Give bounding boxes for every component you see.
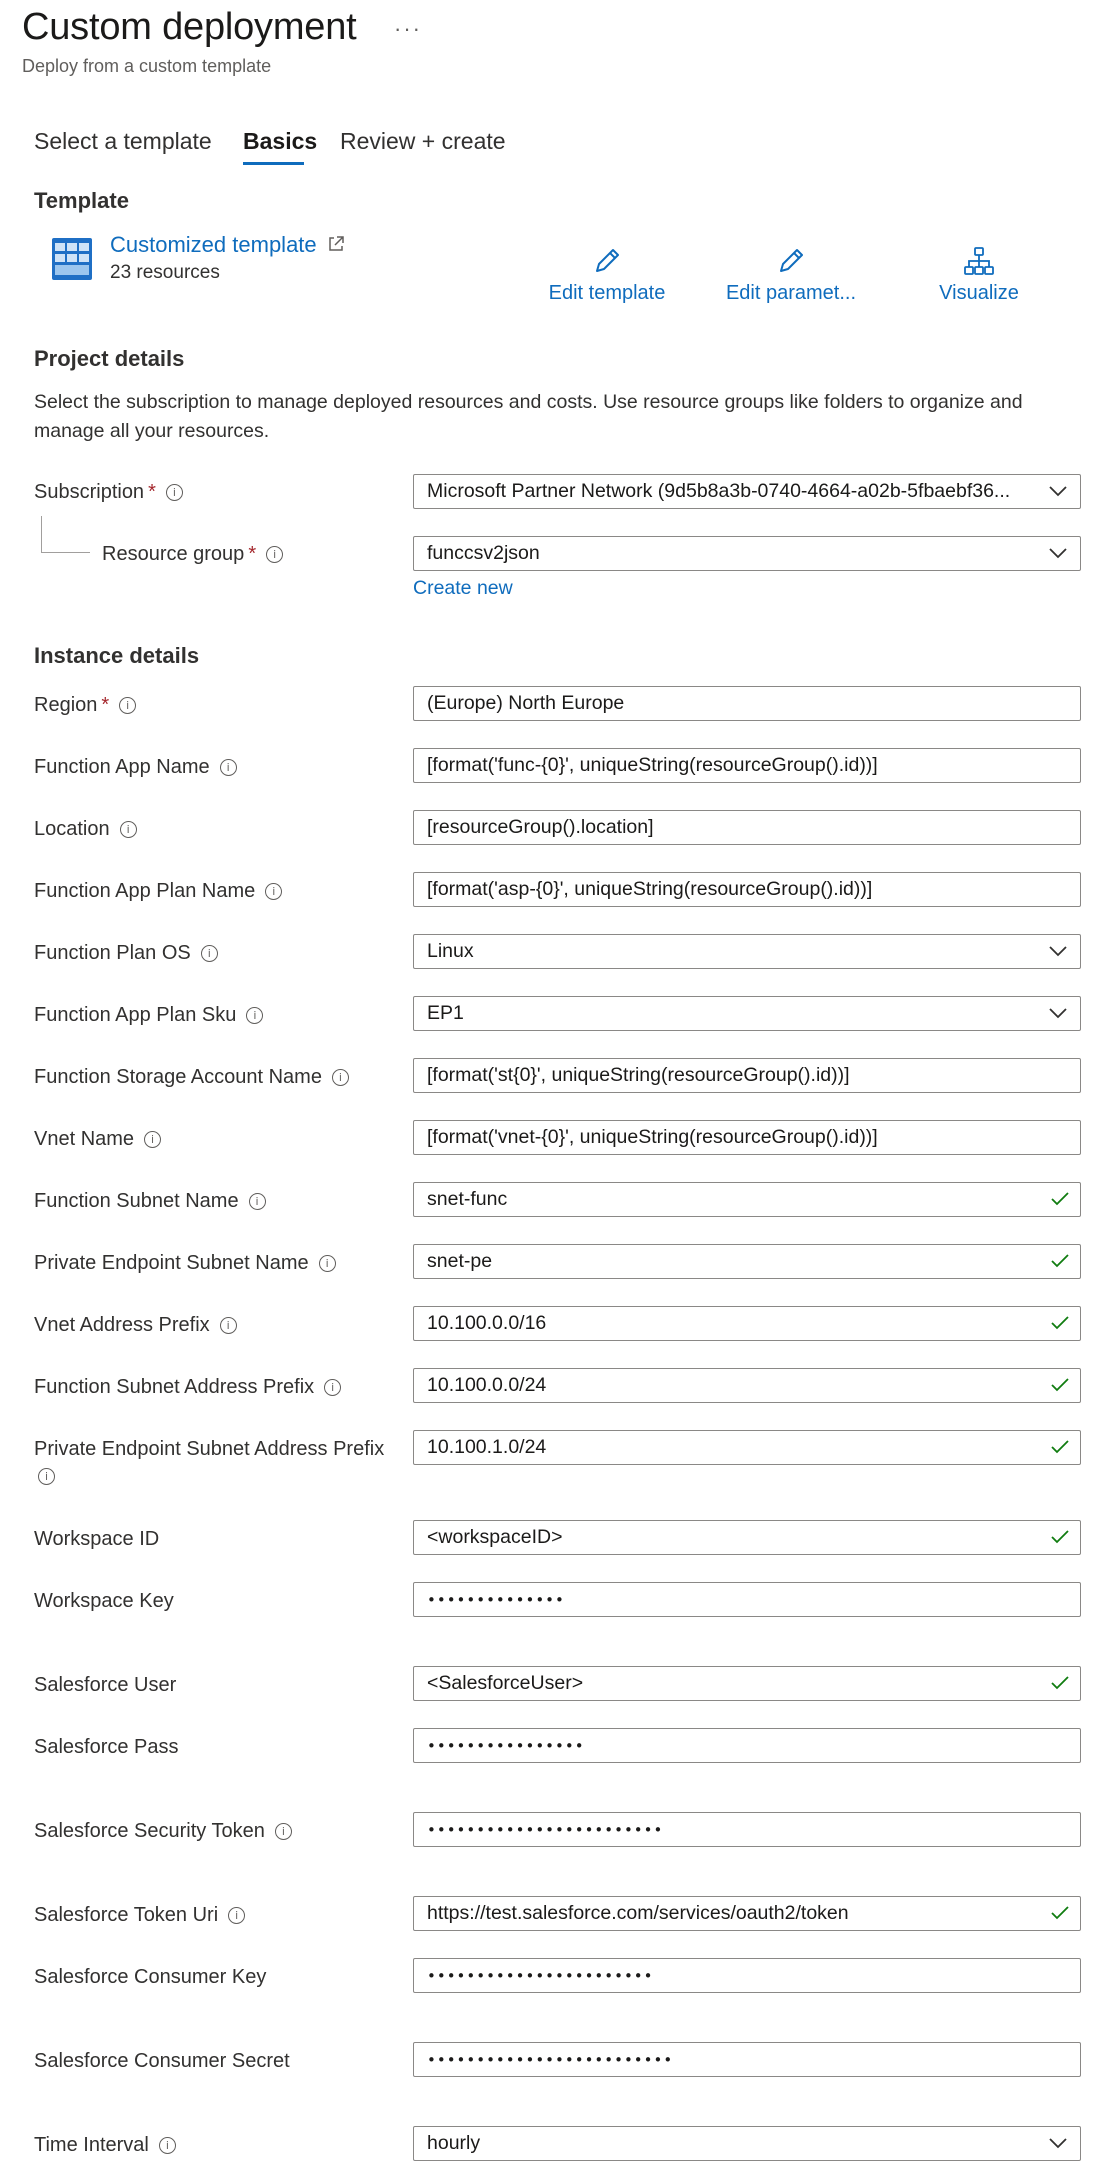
tree-connector <box>41 516 90 553</box>
time-interval-label: Time Interval i <box>34 2134 176 2157</box>
info-icon[interactable]: i <box>120 821 137 838</box>
info-icon[interactable]: i <box>38 1468 55 1485</box>
function-subnet-address-prefix-input[interactable]: 10.100.0.0/24 <box>413 1368 1081 1403</box>
workspace-key-input[interactable]: •••••••••••••• <box>413 1582 1081 1617</box>
function-app-plan-name-input[interactable]: [format('asp-{0}', uniqueString(resourceGroup().id))] <box>413 872 1081 907</box>
tab-select-template[interactable]: Select a template <box>34 128 212 154</box>
location-label: Location i <box>34 818 137 841</box>
salesforce-token-uri-label: Salesforce Token Uri i <box>34 1904 245 1927</box>
customized-template-link[interactable]: Customized template <box>110 232 345 258</box>
vnet-name-label: Vnet Name i <box>34 1128 161 1151</box>
info-icon[interactable]: i <box>159 2137 176 2154</box>
info-icon[interactable]: i <box>201 945 218 962</box>
info-icon[interactable]: i <box>275 1823 292 1840</box>
info-icon[interactable]: i <box>228 1907 245 1924</box>
project-details-heading: Project details <box>34 346 185 371</box>
workspace-id-label: Workspace ID <box>34 1528 160 1550</box>
subscription-dropdown[interactable]: Microsoft Partner Network (9d5b8a3b-0740-4664-a02b-5fbaebf36... <box>413 474 1081 509</box>
info-icon[interactable]: i <box>166 484 183 501</box>
resource-group-dropdown[interactable]: funccsv2json <box>413 536 1081 571</box>
edit-template-button[interactable]: Edit template <box>522 246 692 305</box>
info-icon[interactable]: i <box>266 546 283 563</box>
checkmark-icon <box>1050 1315 1070 1331</box>
info-icon[interactable]: i <box>332 1069 349 1086</box>
function-app-plan-sku-dropdown[interactable]: EP1 <box>413 996 1081 1031</box>
checkmark-icon <box>1050 1191 1070 1207</box>
resource-group-label: Resource group * i <box>102 543 283 566</box>
vnet-name-input[interactable]: [format('vnet-{0}', uniqueString(resourceGroup().id))] <box>413 1120 1081 1155</box>
page-title: Custom deployment <box>22 6 357 48</box>
info-icon[interactable]: i <box>220 1317 237 1334</box>
info-icon[interactable]: i <box>119 697 136 714</box>
template-grid-icon <box>52 238 92 280</box>
template-heading: Template <box>34 188 129 213</box>
function-storage-account-name-label: Function Storage Account Name i <box>34 1066 349 1089</box>
region-input[interactable]: (Europe) North Europe <box>413 686 1081 721</box>
region-label: Region * i <box>34 694 136 717</box>
workspace-key-label: Workspace Key <box>34 1590 174 1612</box>
edit-parameters-button[interactable]: Edit paramet... <box>706 246 876 305</box>
chevron-down-icon <box>1048 2136 1068 2150</box>
visualize-button[interactable]: Visualize <box>894 246 1064 305</box>
salesforce-security-token-input[interactable]: •••••••••••••••••••••••• <box>413 1812 1081 1847</box>
salesforce-consumer-key-input[interactable]: ••••••••••••••••••••••• <box>413 1958 1081 1993</box>
pencil-icon <box>591 246 623 276</box>
instance-details-heading: Instance details <box>34 643 200 668</box>
vnet-address-prefix-input[interactable]: 10.100.0.0/16 <box>413 1306 1081 1341</box>
location-input[interactable]: [resourceGroup().location] <box>413 810 1081 845</box>
tab-review-create[interactable]: Review + create <box>340 128 506 154</box>
checkmark-icon <box>1050 1253 1070 1269</box>
tab-basics[interactable]: Basics <box>243 128 318 154</box>
function-subnet-name-label: Function Subnet Name i <box>34 1190 266 1213</box>
info-icon[interactable]: i <box>249 1193 266 1210</box>
private-endpoint-subnet-name-label: Private Endpoint Subnet Name i <box>34 1252 336 1275</box>
function-plan-os-dropdown[interactable]: Linux <box>413 934 1081 969</box>
salesforce-token-uri-input[interactable]: https://test.salesforce.com/services/oauth2/token <box>413 1896 1081 1931</box>
chevron-down-icon <box>1048 546 1068 560</box>
info-icon[interactable]: i <box>144 1131 161 1148</box>
info-icon[interactable]: i <box>246 1007 263 1024</box>
active-tab-indicator <box>243 162 304 165</box>
checkmark-icon <box>1050 1905 1070 1921</box>
time-interval-dropdown[interactable]: hourly <box>413 2126 1081 2161</box>
function-storage-account-name-input[interactable]: [format('st{0}', uniqueString(resourceGroup().id))] <box>413 1058 1081 1093</box>
checkmark-icon <box>1050 1439 1070 1455</box>
salesforce-pass-input[interactable]: •••••••••••••••• <box>413 1728 1081 1763</box>
pencil-icon <box>775 246 807 276</box>
function-app-name-input[interactable]: [format('func-{0}', uniqueString(resourceGroup().id))] <box>413 748 1081 783</box>
subscription-label: Subscription * i <box>34 481 183 504</box>
chevron-down-icon <box>1048 1006 1068 1020</box>
checkmark-icon <box>1050 1529 1070 1545</box>
more-options-icon[interactable]: ··· <box>394 16 422 41</box>
salesforce-security-token-label: Salesforce Security Token i <box>34 1820 292 1843</box>
function-app-name-label: Function App Name i <box>34 756 237 779</box>
info-icon[interactable]: i <box>319 1255 336 1272</box>
function-app-plan-name-label: Function App Plan Name i <box>34 880 282 903</box>
salesforce-user-label: Salesforce User <box>34 1674 177 1696</box>
salesforce-consumer-secret-input[interactable]: ••••••••••••••••••••••••• <box>413 2042 1081 2077</box>
private-endpoint-subnet-address-prefix-label: Private Endpoint Subnet Address Prefix <box>34 1438 385 1460</box>
function-subnet-address-prefix-label: Function Subnet Address Prefix i <box>34 1376 341 1399</box>
function-plan-os-label: Function Plan OS i <box>34 942 218 965</box>
info-icon[interactable]: i <box>324 1379 341 1396</box>
create-new-link[interactable]: Create new <box>413 577 513 599</box>
project-details-description: Select the subscription to manage deployed resources and costs. Use resource groups like folders to organize and manage all your resources. <box>34 391 1023 442</box>
info-icon[interactable]: i <box>220 759 237 776</box>
workspace-id-input[interactable]: <workspaceID> <box>413 1520 1081 1555</box>
private-endpoint-subnet-address-prefix-input[interactable]: 10.100.1.0/24 <box>413 1430 1081 1465</box>
salesforce-consumer-key-label: Salesforce Consumer Key <box>34 1966 267 1988</box>
function-app-plan-sku-label: Function App Plan Sku i <box>34 1004 263 1027</box>
vnet-address-prefix-label: Vnet Address Prefix i <box>34 1314 237 1337</box>
chevron-down-icon <box>1048 944 1068 958</box>
salesforce-consumer-secret-label: Salesforce Consumer Secret <box>34 2050 290 2072</box>
salesforce-user-input[interactable]: <SalesforceUser> <box>413 1666 1081 1701</box>
external-link-icon <box>327 235 345 253</box>
salesforce-pass-label: Salesforce Pass <box>34 1736 179 1758</box>
hierarchy-icon <box>963 246 995 276</box>
page-subtitle: Deploy from a custom template <box>22 56 272 76</box>
private-endpoint-subnet-name-input[interactable]: snet-pe <box>413 1244 1081 1279</box>
function-subnet-name-input[interactable]: snet-func <box>413 1182 1081 1217</box>
info-icon[interactable]: i <box>265 883 282 900</box>
checkmark-icon <box>1050 1377 1070 1393</box>
resource-count: 23 resources <box>110 262 220 283</box>
chevron-down-icon <box>1048 484 1068 498</box>
checkmark-icon <box>1050 1675 1070 1691</box>
